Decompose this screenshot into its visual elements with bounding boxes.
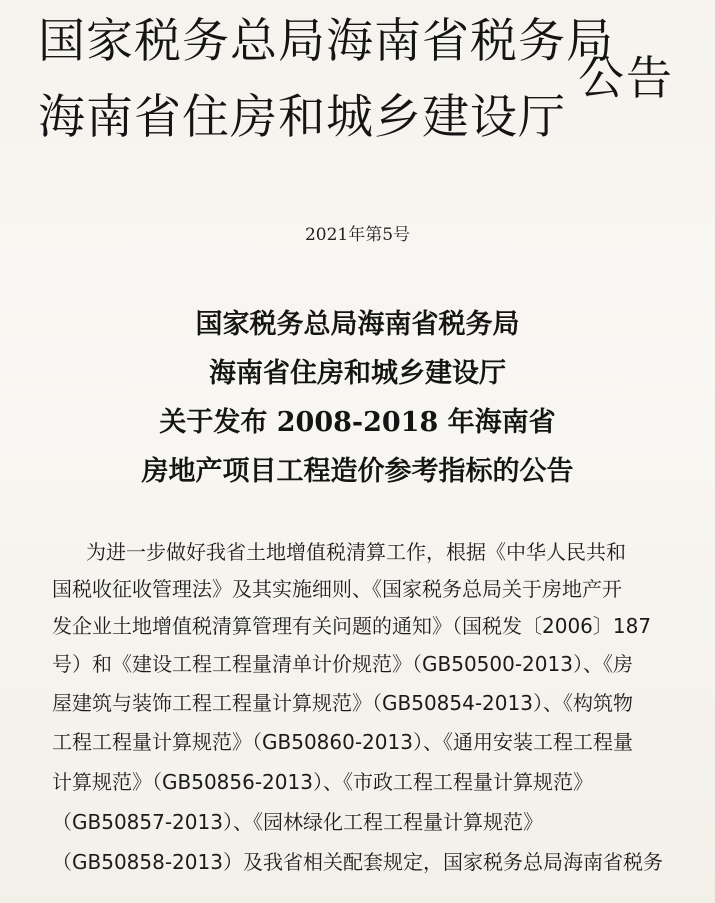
body-line: （GB50858-2013）及我省相关配套规定，国家税务总局海南省税务 [52, 850, 663, 874]
issuing-org-housing-department: 海南省住房和城乡建设厅 [38, 90, 566, 145]
body-line: 为进一步做好我省土地增值税清算工作，根据《中华人民共和 [86, 540, 626, 564]
body-line: 国税收征收管理法》及其实施细则、《国家税务总局关于房地产开 [52, 577, 622, 601]
document-type-label: 公告 [578, 51, 674, 105]
document-header [38, 10, 698, 160]
title-line-1: 国家税务总局海南省税务局 [195, 309, 520, 340]
body-line: （GB50857-2013）、《园林绿化工程工程量计算规范》 [52, 810, 543, 834]
body-line: 号）和《建设工程工程量清单计价规范》（GB50500-2013）、《房 [52, 652, 633, 676]
title-line-3: 关于发布 2008-2018 年海南省 [159, 407, 556, 438]
body-line: 发企业土地增值税清算管理有关问题的通知》（国税发〔2006〕187 [52, 614, 652, 638]
body-line: 屋建筑与装饰工程工程量计算规范》（GB50854-2013）、《构筑物 [52, 691, 633, 715]
body-line: 工程工程量计算规范》（GB50860-2013）、《通用安装工程工程量 [52, 730, 633, 754]
title-line-4: 房地产项目工程造价参考指标的公告 [141, 456, 574, 487]
issuing-org-tax-bureau: 国家税务总局海南省税务局 [38, 14, 614, 69]
document-number: 2021年第5号 [304, 225, 411, 245]
body-line: 计算规范》（GB50856-2013）、《市政工程工程量计算规范》 [52, 770, 593, 794]
title-line-2: 海南省住房和城乡建设厅 [209, 358, 506, 389]
